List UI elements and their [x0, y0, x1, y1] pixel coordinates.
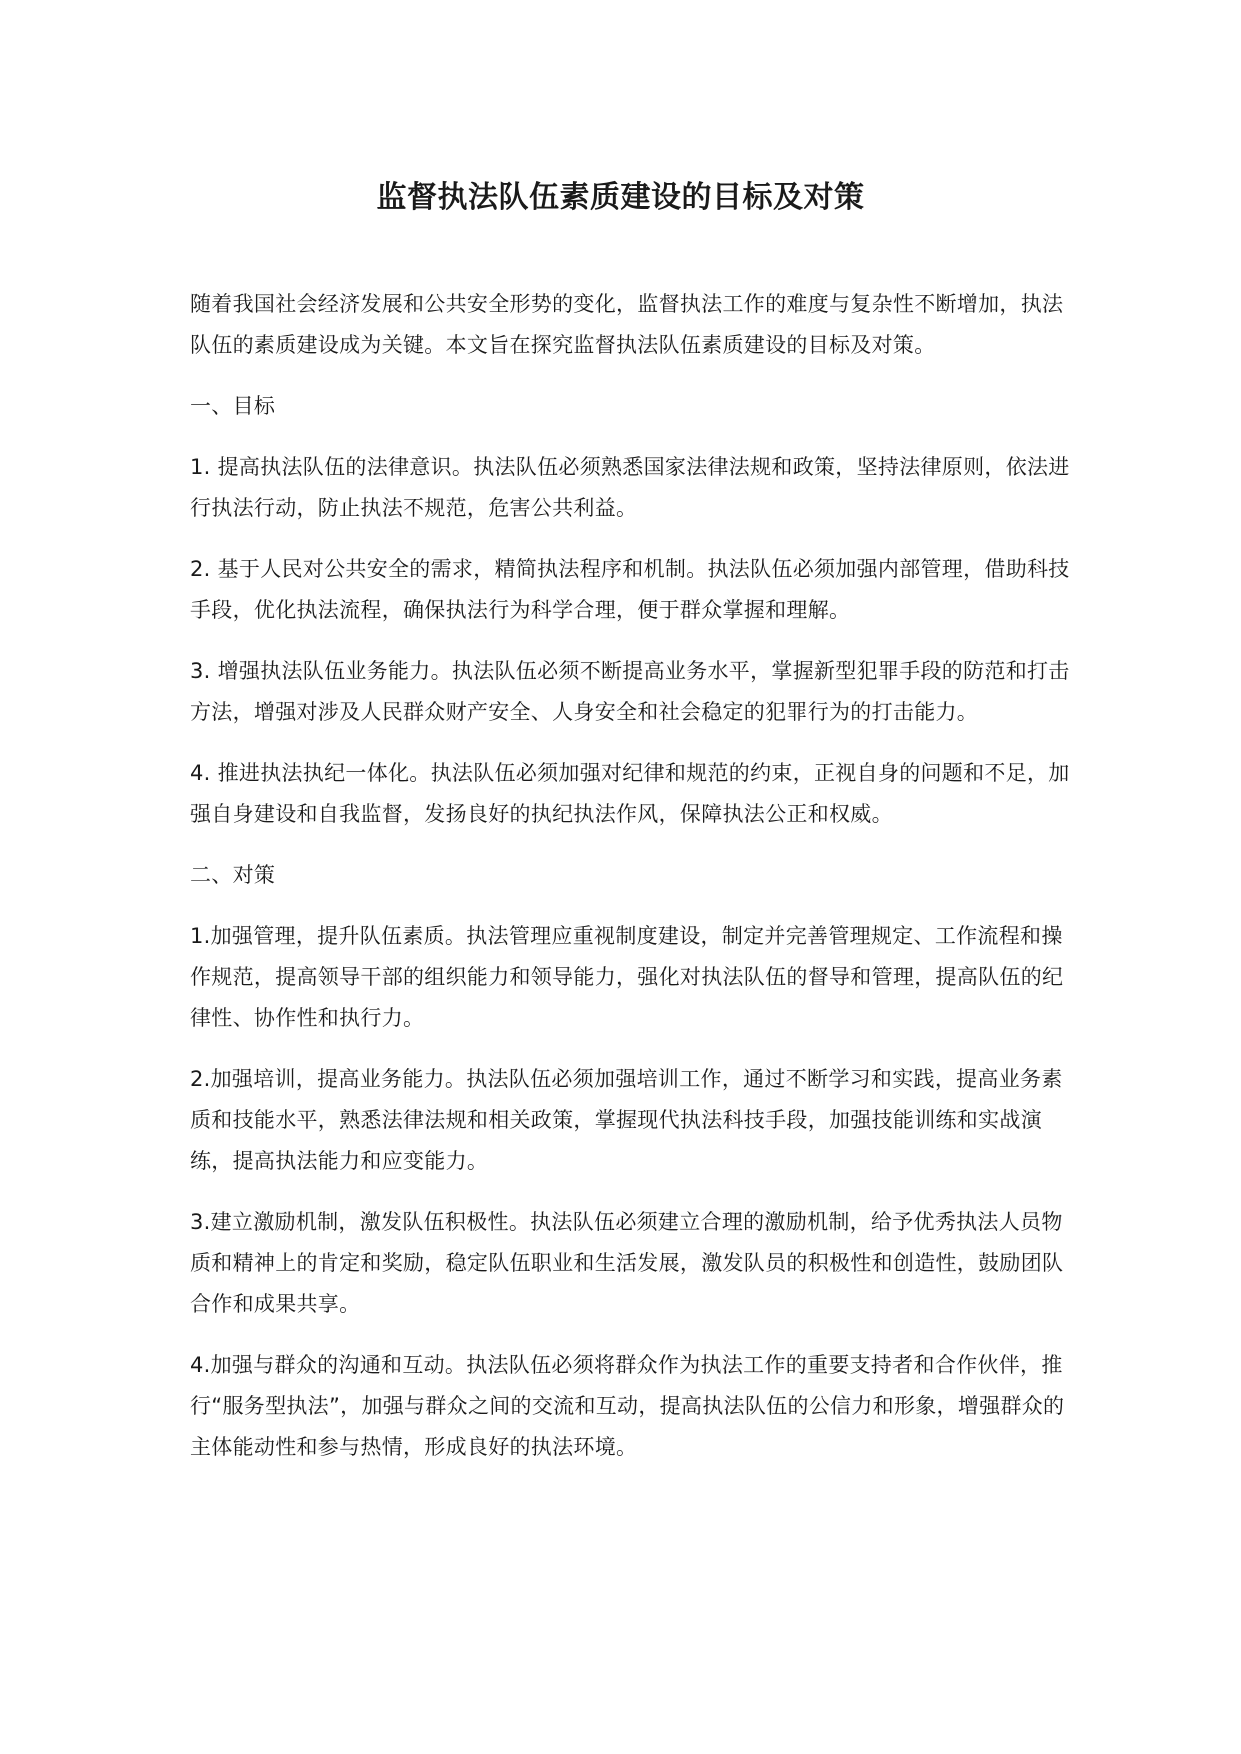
- measure-item-2: 2.加强培训，提高业务能力。执法队伍必须加强培训工作，通过不断学习和实践，提高业务素质和技能水平，熟悉法律法规和相关政策，掌握现代执法科技手段，加强技能训练和实战演练，提高执法能力和应变能力。: [190, 1067, 1063, 1173]
- goal-item-1: 1. 提高执法队伍的法律意识。执法队伍必须熟悉国家法律法规和政策，坚持法律原则，依法进行执法行动，防止执法不规范，危害公共利益。: [190, 455, 1070, 520]
- section-heading-measures: 二、对策: [190, 863, 276, 887]
- section-heading-goals: 一、目标: [190, 394, 276, 418]
- document-body: [190, 284, 1080, 1488]
- goal-item-4: 4. 推进执法执纪一体化。执法队伍必须加强对纪律和规范的约束，正视自身的问题和不足，加强自身建设和自我监督，发扬良好的执纪执法作风，保障执法公正和权威。: [190, 761, 1070, 826]
- measure-item-4: 4.加强与群众的沟通和互动。执法队伍必须将群众作为执法工作的重要支持者和合作伙伴，推行“服务型执法”，加强与群众之间的交流和互动，提高执法队伍的公信力和形象，增强群众的主体能动性和参与热情，形成良好的执法环境。: [190, 1353, 1065, 1459]
- document-title: 监督执法队伍素质建设的目标及对策: [376, 180, 865, 215]
- goal-item-3: 3. 增强执法队伍业务能力。执法队伍必须不断提高业务水平，掌握新型犯罪手段的防范和打击方法，增强对涉及人民群众财产安全、人身安全和社会稳定的犯罪行为的打击能力。: [190, 659, 1070, 724]
- measure-item-1: 1.加强管理，提升队伍素质。执法管理应重视制度建设，制定并完善管理规定、工作流程和操作规范，提高领导干部的组织能力和领导能力，强化对执法队伍的督导和管理，提高队伍的纪律性、协作性和执行力。: [190, 924, 1064, 1030]
- intro-paragraph: 随着我国社会经济发展和公共安全形势的变化，监督执法工作的难度与复杂性不断增加，执法队伍的素质建设成为关键。本文旨在探究监督执法队伍素质建设的目标及对策。: [190, 292, 1064, 357]
- goal-item-2: 2. 基于人民对公共安全的需求，精简执法程序和机制。执法队伍必须加强内部管理，借助科技手段，优化执法流程，确保执法行为科学合理，便于群众掌握和理解。: [190, 557, 1070, 622]
- measure-item-3: 3.建立激励机制，激发队伍积极性。执法队伍必须建立合理的激励机制，给予优秀执法人员物质和精神上的肯定和奖励，稳定队伍职业和生活发展，激发队员的积极性和创造性，鼓励团队合作和成果共享。: [190, 1210, 1064, 1316]
